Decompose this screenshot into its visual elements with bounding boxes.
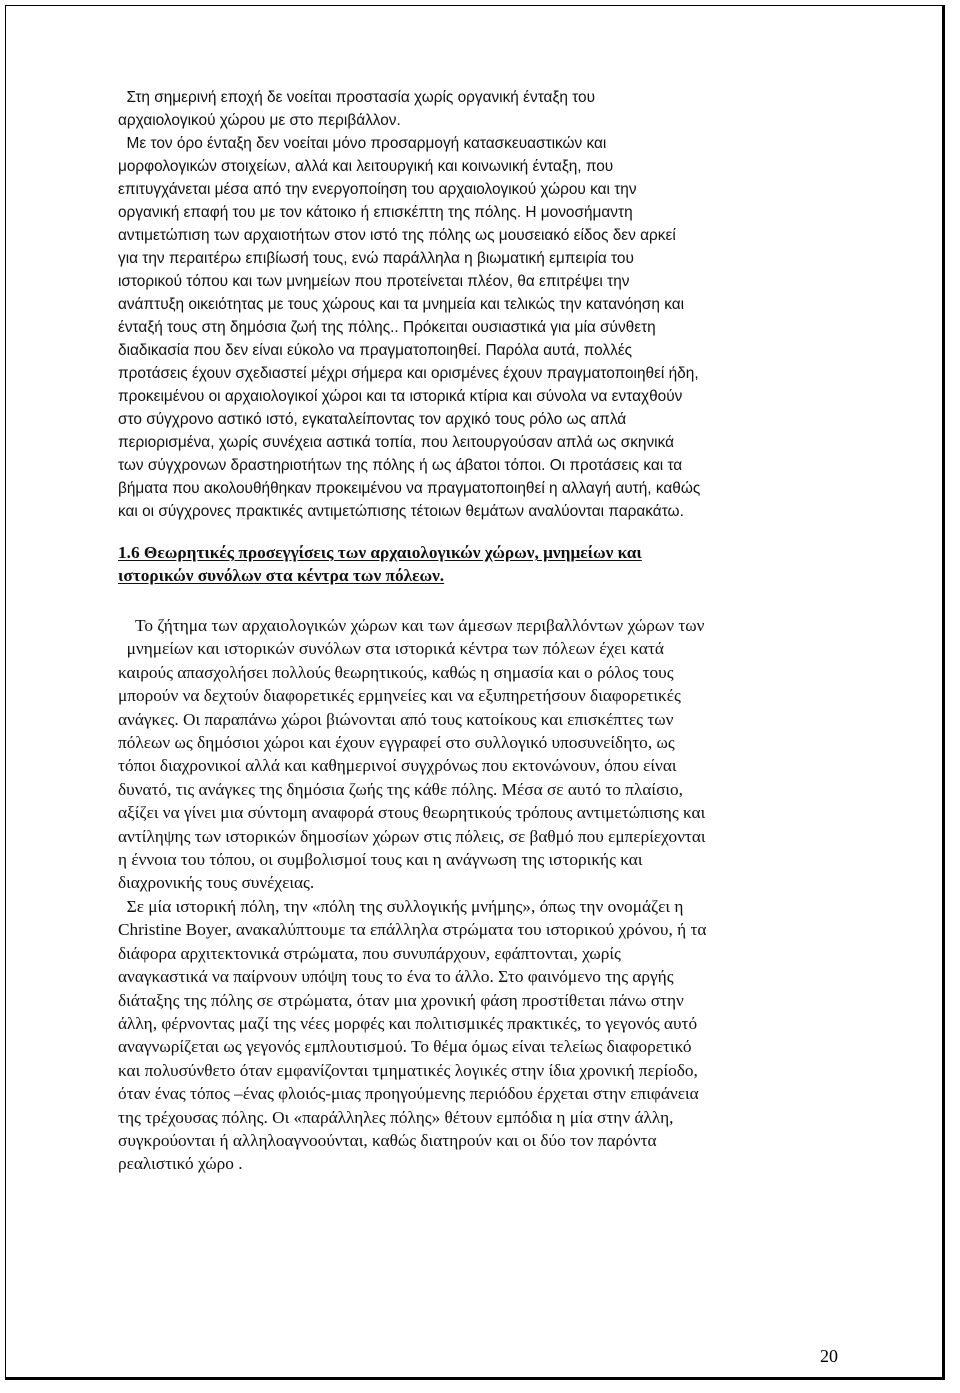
text-line: Σε μία ιστορική πόλη, την «πόλη της συλλογικής μνήμης», όπως την ονομάζει η — [118, 896, 684, 916]
text-line: ανάπτυξη οικειότητας με τους χώρους και τα μνημεία και τελικώς την κατανόηση και — [118, 296, 685, 313]
text-line: συγκρούονται ή αλληλοαγνοούνται, καθώς διατηρούν και οι δύο τον παρόντα — [118, 1130, 657, 1150]
text-line: αναγκαστικά να παίρνουν υπόψη τους το ένα το άλλο. Στο φαινόμενο της αργής — [118, 967, 674, 987]
text-line: αρχαιολογικού χώρου με στο περιβάλλον. — [118, 112, 401, 129]
document-body — [118, 86, 843, 1176]
text-line: αναγνωρίζεται ως γεγονός εμπλουτισμού. Το θέμα όμως είναι τελείως διαφορετικό — [118, 1037, 692, 1057]
text-line: όταν ένας τόπος –ένας φλοιός-μιας προηγούμενης περιόδου έρχεται στην επιφάνεια — [118, 1084, 699, 1104]
text-line: προκειμένου οι αρχαιολογικοί χώροι και τα ιστορικά κτίρια και σύνολα να ενταχθούν — [118, 388, 683, 405]
text-line: διαδικασία που δεν είναι εύκολο να πραγματοποιηθεί. Παρόλα αυτά, πολλές — [118, 342, 633, 359]
text-line: αντιμετώπιση των αρχαιοτήτων στον ιστό της πόλης ως μουσειακό είδος δεν αρκεί — [118, 227, 676, 244]
text-line: επιτυγχάνεται μέσα από την ενεργοποίηση του αρχαιολογικού χώρου και την — [118, 181, 637, 198]
text-line: η έννοια του τόπου, οι συμβολισμοί τους και η ανάγνωση της ιστορικής και — [118, 850, 643, 870]
section-heading — [118, 541, 843, 587]
page-number: 20 — [820, 1346, 838, 1366]
text-line: των σύγχρονων δραστηριοτήτων της πόλης ή ως άβατοι τόποι. Οι προτάσεις και τα — [118, 457, 683, 474]
text-line: και πολυσύνθετο όταν εμφανίζονται τμηματικές λογικές στην ίδια χρονική περίοδο, — [118, 1060, 698, 1080]
text-line: καιρούς απασχολήσει πολλούς θεωρητικούς, καθώς η σημασία και ο ρόλος τους — [118, 662, 674, 682]
text-line: Στη σημερινή εποχή δε νοείται προστασία χωρίς οργανική ένταξη του — [118, 89, 596, 106]
text-line: πόλεων ως δημόσιοι χώροι και έχουν εγγραφεί στο συλλογικό υποσυνείδητο, ως — [118, 733, 675, 753]
text-line: βήματα που ακολουθήθηκαν προκειμένου να πραγματοποιηθεί η αλλαγή αυτή, καθώς — [118, 480, 701, 497]
text-line: για την περαιτέρω επιβίωσή τους, ενώ παράλληλα η βιωματική εμπειρία του — [118, 250, 634, 267]
text-line: περιορισμένα, χωρίς συνέχεια αστικά τοπία, που λειτουργούσαν απλά ως σκηνικά — [118, 434, 674, 451]
text-line: στο σύγχρονο αστικό ιστό, εγκαταλείποντας τον αρχικό τους ρόλο ως απλά — [118, 411, 627, 428]
text-line: Christine Boyer, ανακαλύπτουμε τα επάλληλα στρώματα του ιστορικού χρόνου, ή τα — [118, 920, 707, 940]
section-theory-text — [118, 614, 843, 1176]
text-line: διάφορα αρχιτεκτονικά στρώματα, που συνυπάρχουν, εφάπτονται, χωρίς — [118, 943, 621, 963]
text-line: οργανική επαφή του με τον κάτοικο ή επισκέπτη της πόλης. Η μονοσήμαντη — [118, 204, 633, 221]
text-line: μνημείων και ιστορικών συνόλων στα ιστορικά κέντρα των πόλεων έχει κατά — [118, 639, 664, 659]
text-line: ρεαλιστικό χώρο . — [118, 1154, 243, 1174]
text-line: της τρέχουσας πόλης. Οι «παράλληλες πόλης» θέτουν εμπόδια η μία στην άλλη, — [118, 1107, 674, 1127]
text-line: μπορούν να δεχτούν διαφορετικές ερμηνείες και να εξυπηρετήσουν διαφορετικές — [118, 686, 681, 706]
text-line: διάταξης της πόλης σε στρώματα, όταν μια χρονική φάση προστίθεται πάνω στην — [118, 990, 684, 1010]
text-line: τόποι διαχρονικοί αλλά και καθημερινοί συγχρόνως που εκτονώνουν, όπου είναι — [118, 756, 677, 776]
text-line: ιστορικού τόπου και των μνημείων που προτείνεται πλέον, θα επιτρέψει την — [118, 273, 630, 290]
text-line: μορφολογικών στοιχείων, αλλά και λειτουργική και κοινωνική ένταξη, που — [118, 158, 614, 175]
text-line: ανάγκες. Οι παραπάνω χώροι βιώνονται από τους κατοίκους και επισκέπτες των — [118, 709, 674, 729]
text-line: αξίζει να γίνει μια σύντομη αναφορά στους θεωρητικούς τρόπους αντιμετώπισης και — [118, 803, 706, 823]
text-line: διαχρονικής τους συνέχειας. — [118, 873, 315, 893]
heading-line: ιστορικών συνόλων στα κέντρα των πόλεων. — [118, 566, 445, 585]
text-line: Το ζήτημα των αρχαιολογικών χώρων και των άμεσων περιβαλλόντων χώρων των — [118, 616, 705, 635]
section-intro-text — [118, 86, 843, 523]
text-line: αντίληψης των ιστορικών δημοσίων χώρων στις πόλεις, σε βαθμό που εμπερίεχονται — [118, 826, 706, 846]
heading-line: 1.6 Θεωρητικές προσεγγίσεις των αρχαιολογικών χώρων, μνημείων και — [118, 543, 642, 562]
text-line: άλλη, φέρνοντας μαζί της νέες μορφές και πολιτισμικές πρακτικές, το γεγονός αυτό — [118, 1013, 698, 1033]
text-line: προτάσεις έχουν σχεδιαστεί μέχρι σήμερα και ορισμένες έχουν πραγματοποιηθεί ήδη, — [118, 365, 699, 382]
text-line: και οι σύγχρονες πρακτικές αντιμετώπισης τέτοιων θεμάτων αναλύονται παρακάτω. — [118, 503, 684, 520]
text-line: ένταξή τους στη δημόσια ζωή της πόλης.. Πρόκειται ουσιαστικά για μία σύνθετη — [118, 319, 656, 336]
text-line: δυνατό, τις ανάγκες της δημόσια ζωής της κάθε πόλης. Μέσα σε αυτό το πλαίσιο, — [118, 779, 683, 799]
text-line: Με τον όρο ένταξη δεν νοείται μόνο προσαρμογή κατασκευαστικών και — [118, 135, 607, 152]
